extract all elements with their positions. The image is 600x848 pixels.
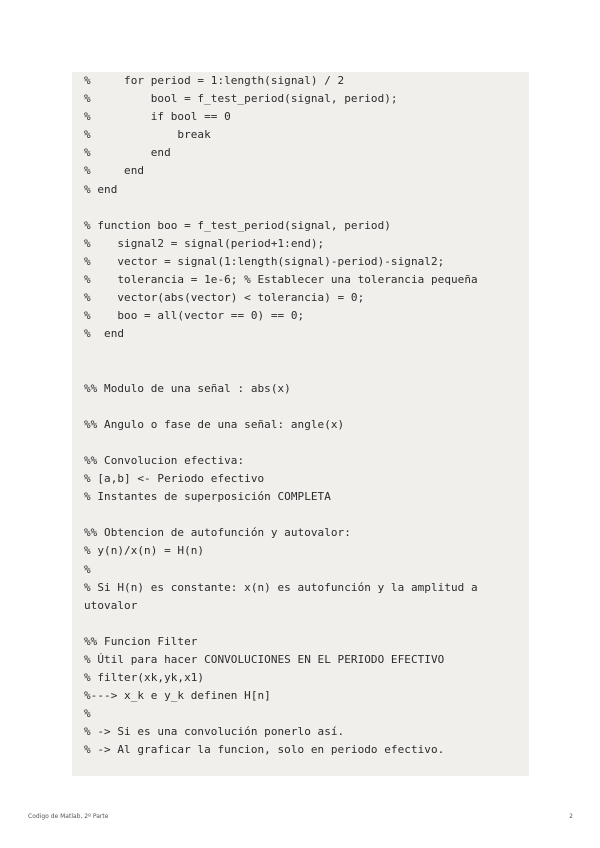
code-line: % signal2 = signal(period+1:end); — [84, 236, 325, 250]
code-line — [84, 434, 478, 452]
code-line: % for period = 1:length(signal) / 2 — [84, 74, 345, 87]
code-line: % Útil para hacer CONVOLUCIONES EN EL PERIODO EFECTIVO — [84, 653, 445, 666]
code-line: %% Convolucion efectiva: — [84, 453, 245, 467]
code-line — [84, 343, 478, 361]
code-line: % tolerancia = 1e-6; % Establecer una tolerancia pequeña — [84, 273, 478, 287]
code-line: %---> x_k e y_k definen H[n] — [84, 689, 271, 703]
code-line: % y(n)/x(n) = H(n) — [84, 544, 205, 558]
code-line: % -> Si es una convolución ponerlo así. — [84, 725, 345, 739]
code-line: %% Obtencion de autofunción y autovalor: — [84, 526, 351, 540]
code-line: % end — [84, 182, 118, 196]
footer-title: Codigo de Matlab, 2º Parte — [28, 813, 109, 820]
code-line: %% Funcion Filter — [84, 634, 198, 648]
code-line: % [a,b] <- Periodo efectivo — [84, 472, 265, 486]
code-line: % Instantes de superposición COMPLETA — [84, 490, 331, 504]
code-line: %% Modulo de una señal : abs(x) — [84, 381, 291, 395]
code-line — [84, 615, 478, 633]
code-line: % end — [84, 327, 125, 341]
code-line — [84, 199, 478, 217]
code-line: % end — [84, 146, 171, 160]
code-line — [84, 362, 478, 380]
code-line: % boo = all(vector == 0) == 0; — [84, 309, 305, 323]
code-line: % — [84, 707, 91, 721]
code-line: utovalor — [84, 598, 138, 612]
code-line: % -> Al graficar la funcion, solo en periodo efectivo. — [84, 743, 445, 757]
code-line: % Si H(n) es constante: x(n) es autofunción y la amplitud a — [84, 580, 478, 594]
code-line — [84, 398, 478, 416]
code-line: % function boo = f_test_period(signal, period) — [84, 218, 391, 232]
code-lines — [84, 72, 478, 760]
code-line: % vector = signal(1:length(signal)-period)-signal2; — [84, 254, 445, 268]
code-line — [84, 506, 478, 524]
code-line: %% Angulo o fase de una señal: angle(x) — [84, 417, 345, 431]
code-line: % filter(xk,yk,x1) — [84, 671, 205, 685]
page-number: 2 — [569, 813, 573, 820]
code-line: % bool = f_test_period(signal, period); — [84, 92, 398, 106]
code-block — [72, 72, 529, 776]
code-line: % end — [84, 164, 145, 178]
code-line: % — [84, 562, 91, 576]
code-line: % vector(abs(vector) < tolerancia) = 0; — [84, 291, 365, 305]
code-line: % if bool == 0 — [84, 110, 231, 124]
code-line: % break — [84, 128, 211, 142]
